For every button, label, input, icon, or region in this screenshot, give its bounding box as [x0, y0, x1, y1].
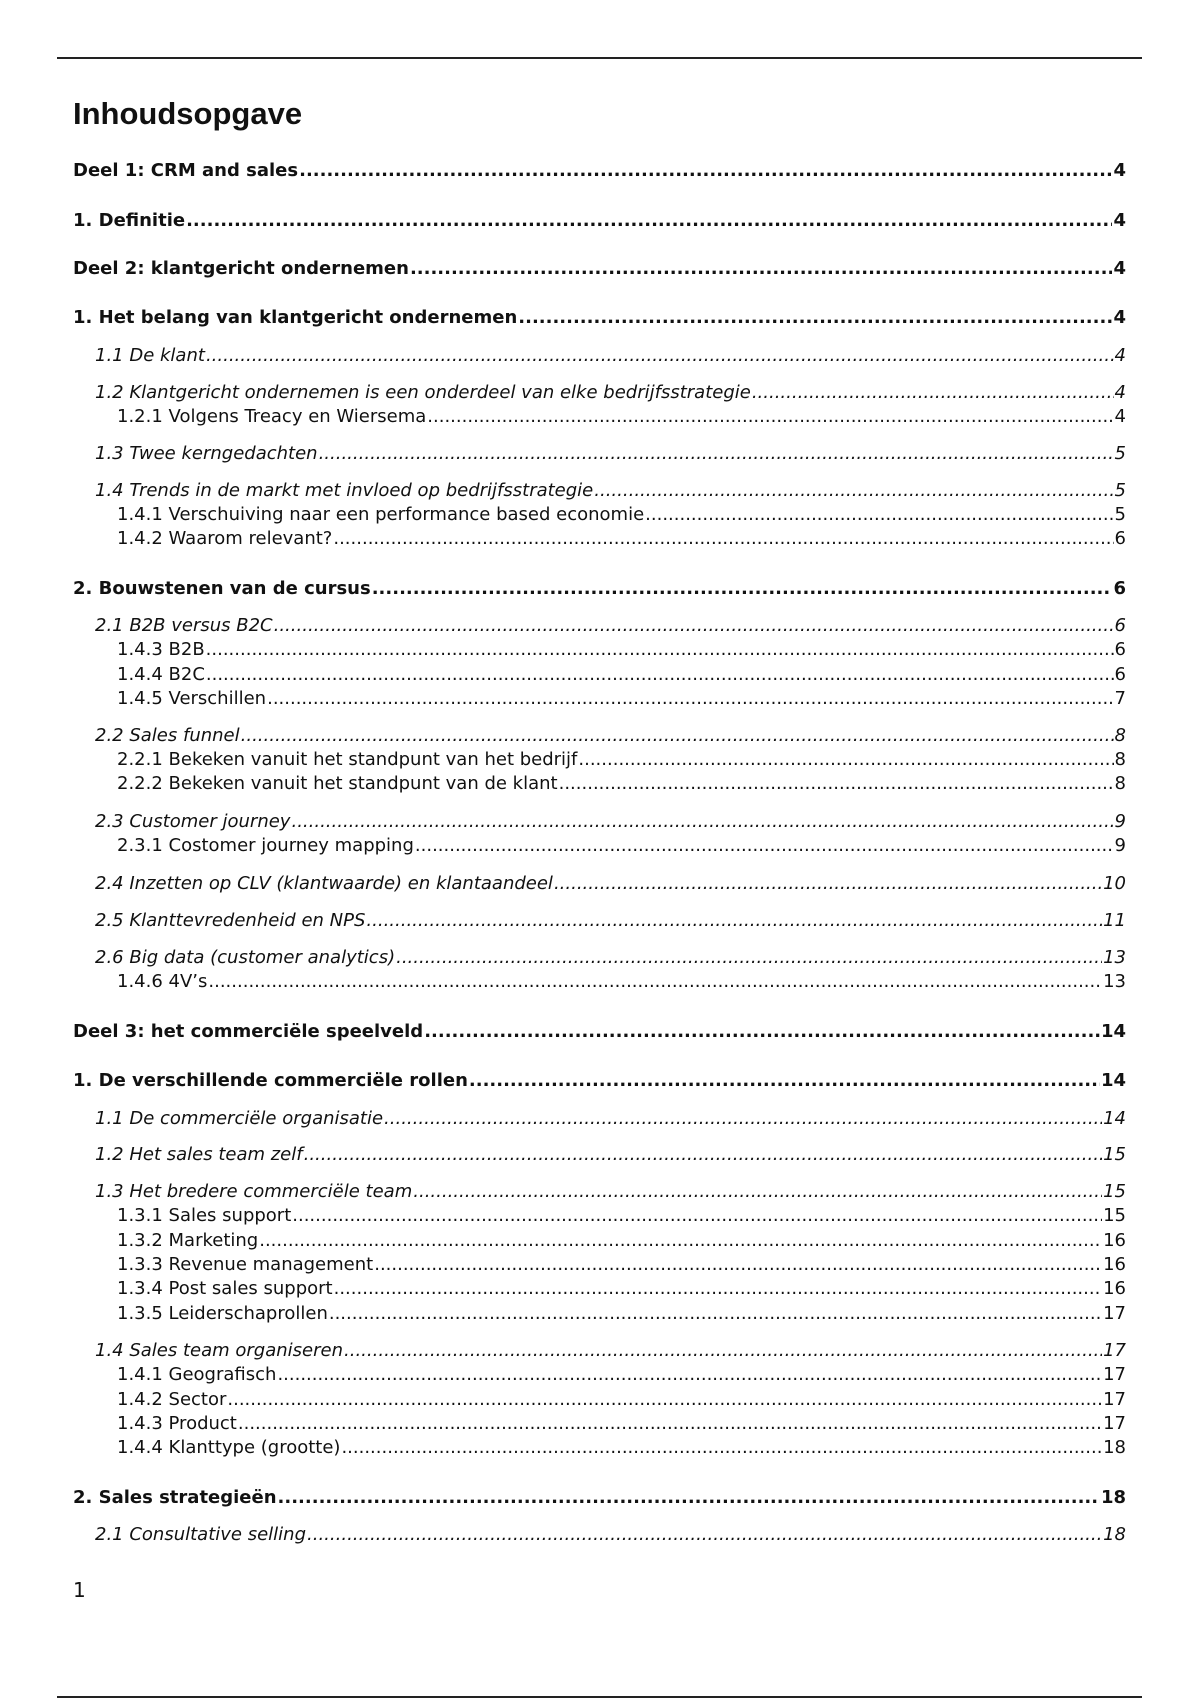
toc-entry-page: 13 — [1103, 971, 1126, 992]
toc-entry[interactable] — [73, 1144, 1126, 1166]
toc-entry[interactable] — [73, 1070, 1126, 1092]
toc-entry[interactable] — [73, 1205, 1126, 1227]
toc-leader-dots — [344, 1340, 1102, 1362]
toc-leader-dots — [227, 1389, 1102, 1411]
toc-entry-label: 2.1 B2B versus B2C — [95, 615, 273, 636]
toc-entry-label: 2.3 Customer journey — [95, 811, 291, 832]
toc-entry-label: 2.2 Sales funnel — [95, 725, 240, 746]
toc-entry-page: 5 — [1114, 443, 1126, 464]
toc-entry[interactable] — [73, 639, 1126, 661]
toc-leader-dots — [291, 811, 1113, 833]
toc-entry[interactable] — [73, 873, 1126, 895]
toc-entry-page: 4 — [1113, 210, 1126, 231]
toc-leader-dots — [292, 1205, 1102, 1227]
toc-entry-label: 2.5 Klanttevredenheid en NPS — [95, 910, 366, 931]
toc-leader-dots — [469, 1070, 1100, 1092]
toc-leader-dots — [410, 258, 1113, 280]
toc-entry-page: 18 — [1103, 1437, 1126, 1458]
toc-entry-label: 2.4 Inzetten op CLV (klantwaarde) en klantaandeel — [95, 873, 553, 894]
toc-entry-page: 6 — [1114, 664, 1126, 685]
toc-leader-dots — [274, 615, 1114, 637]
toc-entry-page: 4 — [1113, 258, 1126, 279]
toc-entry-page: 18 — [1100, 1487, 1126, 1508]
toc-entry-page: 6 — [1114, 528, 1126, 549]
toc-entry-page: 17 — [1103, 1340, 1126, 1361]
toc-entry-page: 15 — [1103, 1181, 1126, 1202]
toc-entry-label: 1.3.5 Leiderschaprollen — [117, 1303, 328, 1324]
toc-entry[interactable] — [73, 1487, 1126, 1509]
toc-entry-page: 17 — [1103, 1364, 1126, 1385]
toc-leader-dots — [333, 528, 1113, 550]
toc-entry-label: Deel 1: CRM and sales — [73, 160, 299, 181]
toc-entry-label: 2. Bouwstenen van de cursus — [73, 578, 371, 599]
toc-entry-page: 8 — [1114, 749, 1126, 770]
toc-entry-page: 4 — [1114, 345, 1126, 366]
toc-leader-dots — [267, 688, 1113, 710]
toc-leader-dots — [307, 1524, 1102, 1546]
toc-leader-dots — [366, 910, 1102, 932]
toc-leader-dots — [186, 210, 1112, 232]
bottom-rule — [57, 1696, 1142, 1698]
toc-entry-label: 1.4.5 Verschillen — [117, 688, 267, 709]
toc-leader-dots — [259, 1230, 1102, 1252]
toc-entry-page: 7 — [1114, 688, 1126, 709]
toc-leader-dots — [206, 664, 1114, 686]
toc-leader-dots — [384, 1108, 1102, 1130]
toc-leader-dots — [554, 873, 1102, 895]
toc-entry-label: 1. Definitie — [73, 210, 186, 231]
toc-leader-dots — [304, 1144, 1102, 1166]
toc-entry[interactable] — [73, 1108, 1126, 1130]
toc-leader-dots — [413, 1181, 1102, 1203]
toc-entry-page: 9 — [1114, 835, 1126, 856]
toc-entry-label: 1.2 Het sales team zelf — [95, 1144, 303, 1165]
toc-entry-page: 16 — [1103, 1230, 1126, 1251]
toc-entry-page: 5 — [1114, 480, 1126, 501]
toc-leader-dots — [206, 639, 1114, 661]
toc-entry[interactable] — [73, 1021, 1126, 1043]
toc-leader-dots — [319, 443, 1114, 465]
top-rule — [57, 57, 1142, 59]
toc-entry[interactable] — [73, 345, 1126, 367]
toc-entry-label: 1.3 Twee kerngedachten — [95, 443, 318, 464]
toc-entry-page: 11 — [1103, 910, 1126, 931]
toc-leader-dots — [518, 307, 1112, 329]
toc-entry-label: 2.2.1 Bekeken vanuit het standpunt van het bedrijf — [117, 749, 578, 770]
toc-entry-label: 1.4.4 B2C — [117, 664, 205, 685]
toc-entry-page: 4 — [1113, 307, 1126, 328]
toc-entry[interactable] — [73, 1364, 1126, 1386]
toc-entry-page: 6 — [1114, 615, 1126, 636]
toc-entry[interactable] — [73, 1278, 1126, 1300]
toc-leader-dots — [594, 480, 1113, 502]
toc-entry[interactable] — [73, 773, 1126, 795]
toc-leader-dots — [329, 1303, 1102, 1325]
page-title: Inhoudsopgave — [73, 96, 303, 131]
toc-entry-page: 17 — [1103, 1389, 1126, 1410]
toc-entry-label: 2.2.2 Bekeken vanuit het standpunt van de klant — [117, 773, 558, 794]
toc-entry[interactable] — [73, 664, 1126, 686]
toc-entry-label: 1.2.1 Volgens Treacy en Wiersema — [117, 406, 427, 427]
toc-entry-label: 1.4.2 Waarom relevant? — [117, 528, 333, 549]
toc-entry-page: 14 — [1100, 1021, 1126, 1042]
toc-entry[interactable] — [73, 910, 1126, 932]
toc-entry[interactable] — [73, 615, 1126, 637]
toc-leader-dots — [299, 160, 1112, 182]
toc-leader-dots — [277, 1364, 1102, 1386]
toc-entry-page: 13 — [1103, 947, 1126, 968]
toc-entry[interactable] — [73, 688, 1126, 710]
toc-entry[interactable] — [73, 725, 1126, 747]
toc-entry-page: 16 — [1103, 1254, 1126, 1275]
toc-entry-page: 8 — [1114, 725, 1126, 746]
toc-leader-dots — [208, 971, 1102, 993]
toc-entry-label: Deel 2: klantgericht ondernemen — [73, 258, 409, 279]
toc-entry-label: 1. Het belang van klantgericht ondernemen — [73, 307, 518, 328]
toc-entry[interactable] — [73, 578, 1126, 600]
toc-leader-dots — [396, 947, 1102, 969]
toc-entry[interactable] — [73, 307, 1126, 329]
toc-entry[interactable] — [73, 480, 1126, 502]
toc-entry[interactable] — [73, 1181, 1126, 1203]
toc-entry-label: 2.6 Big data (customer analytics) — [95, 947, 396, 968]
toc-entry[interactable] — [73, 382, 1126, 404]
toc-entry-page: 14 — [1103, 1108, 1126, 1129]
toc-entry-page: 16 — [1103, 1278, 1126, 1299]
toc-entry-page: 18 — [1103, 1524, 1126, 1545]
toc-leader-dots — [206, 345, 1114, 367]
toc-entry-page: 9 — [1114, 811, 1126, 832]
toc-entry[interactable] — [73, 947, 1126, 969]
toc-entry[interactable] — [73, 1389, 1126, 1411]
toc-entry-page: 10 — [1103, 873, 1126, 894]
toc-leader-dots — [241, 725, 1114, 747]
toc-entry[interactable] — [73, 1524, 1126, 1546]
toc-leader-dots — [341, 1437, 1102, 1459]
toc-entry-label: 1.4 Sales team organiseren — [95, 1340, 344, 1361]
toc-entry-page: 4 — [1114, 382, 1126, 403]
toc-entry[interactable] — [73, 504, 1126, 526]
toc-entry-label: 1.3.4 Post sales support — [117, 1278, 333, 1299]
toc-entry-page: 17 — [1103, 1413, 1126, 1434]
toc-entry[interactable] — [73, 443, 1126, 465]
toc-entry-label: 1.3.2 Marketing — [117, 1230, 259, 1251]
toc-entry-label: 1.4.6 4V’s — [117, 971, 208, 992]
toc-entry-page: 14 — [1100, 1070, 1126, 1091]
toc-entry-page: 8 — [1114, 773, 1126, 794]
toc-entry-label: 1.4.1 Geografisch — [117, 1364, 277, 1385]
toc-entry-page: 6 — [1113, 578, 1126, 599]
toc-entry[interactable] — [73, 1437, 1126, 1459]
toc-leader-dots — [278, 1487, 1100, 1509]
toc-entry-label: 2. Sales strategieën — [73, 1487, 277, 1508]
toc-entry-label: 1.3.1 Sales support — [117, 1205, 292, 1226]
toc-entry-label: Deel 3: het commerciële speelveld — [73, 1021, 424, 1042]
toc-entry-label: 1.3.3 Revenue management — [117, 1254, 374, 1275]
toc-entry-page: 6 — [1114, 639, 1126, 660]
toc-leader-dots — [559, 773, 1114, 795]
toc-leader-dots — [752, 382, 1114, 404]
toc-entry-page: 4 — [1113, 160, 1126, 181]
toc-entry-label: 1.4.1 Verschuiving naar een performance based economie — [117, 504, 645, 525]
toc-entry-label: 1.4 Trends in de markt met invloed op bedrijfsstrategie — [95, 480, 594, 501]
page-number: 1 — [73, 1578, 86, 1602]
toc-entry-page: 17 — [1103, 1303, 1126, 1324]
toc-entry[interactable] — [73, 528, 1126, 550]
toc-entry-label: 1.4.3 B2B — [117, 639, 205, 660]
toc-leader-dots — [427, 406, 1113, 428]
toc-leader-dots — [645, 504, 1113, 526]
toc-leader-dots — [334, 1278, 1102, 1300]
toc-entry[interactable] — [73, 258, 1126, 280]
toc-entry-page: 5 — [1114, 504, 1126, 525]
toc-entry[interactable] — [73, 835, 1126, 857]
toc-entry[interactable] — [73, 1340, 1126, 1362]
toc-leader-dots — [374, 1254, 1102, 1276]
toc-leader-dots — [372, 578, 1113, 600]
toc-entry-label: 1.3 Het bredere commerciële team — [95, 1181, 413, 1202]
toc-entry[interactable] — [73, 1254, 1126, 1276]
toc-entry-label: 1.1 De klant — [95, 345, 205, 366]
toc-entry[interactable] — [73, 160, 1126, 182]
toc-entry[interactable] — [73, 1303, 1126, 1325]
toc-entry[interactable] — [73, 406, 1126, 428]
toc-entry-label: 2.1 Consultative selling — [95, 1524, 307, 1545]
toc-entry-page: 15 — [1103, 1144, 1126, 1165]
toc-entry[interactable] — [73, 1413, 1126, 1435]
toc-entry[interactable] — [73, 210, 1126, 232]
toc-leader-dots — [578, 749, 1113, 771]
toc-entry-label: 1.4.2 Sector — [117, 1389, 227, 1410]
toc-entry-label: 1.2 Klantgericht ondernemen is een onderdeel van elke bedrijfsstrategie — [95, 382, 751, 403]
toc-entry-label: 1. De verschillende commerciële rollen — [73, 1070, 468, 1091]
toc-leader-dots — [238, 1413, 1102, 1435]
toc-entry-page: 15 — [1103, 1205, 1126, 1226]
toc-leader-dots — [424, 1021, 1100, 1043]
toc-leader-dots — [415, 835, 1114, 857]
toc-entry-label: 1.4.3 Product — [117, 1413, 237, 1434]
toc-entry[interactable] — [73, 749, 1126, 771]
toc-entry-label: 1.1 De commerciële organisatie — [95, 1108, 384, 1129]
toc-entry-label: 2.3.1 Costomer journey mapping — [117, 835, 414, 856]
toc-entry[interactable] — [73, 811, 1126, 833]
toc-entry[interactable] — [73, 971, 1126, 993]
toc-entry-label: 1.4.4 Klanttype (grootte) — [117, 1437, 341, 1458]
toc-entry[interactable] — [73, 1230, 1126, 1252]
toc-entry-page: 4 — [1114, 406, 1126, 427]
